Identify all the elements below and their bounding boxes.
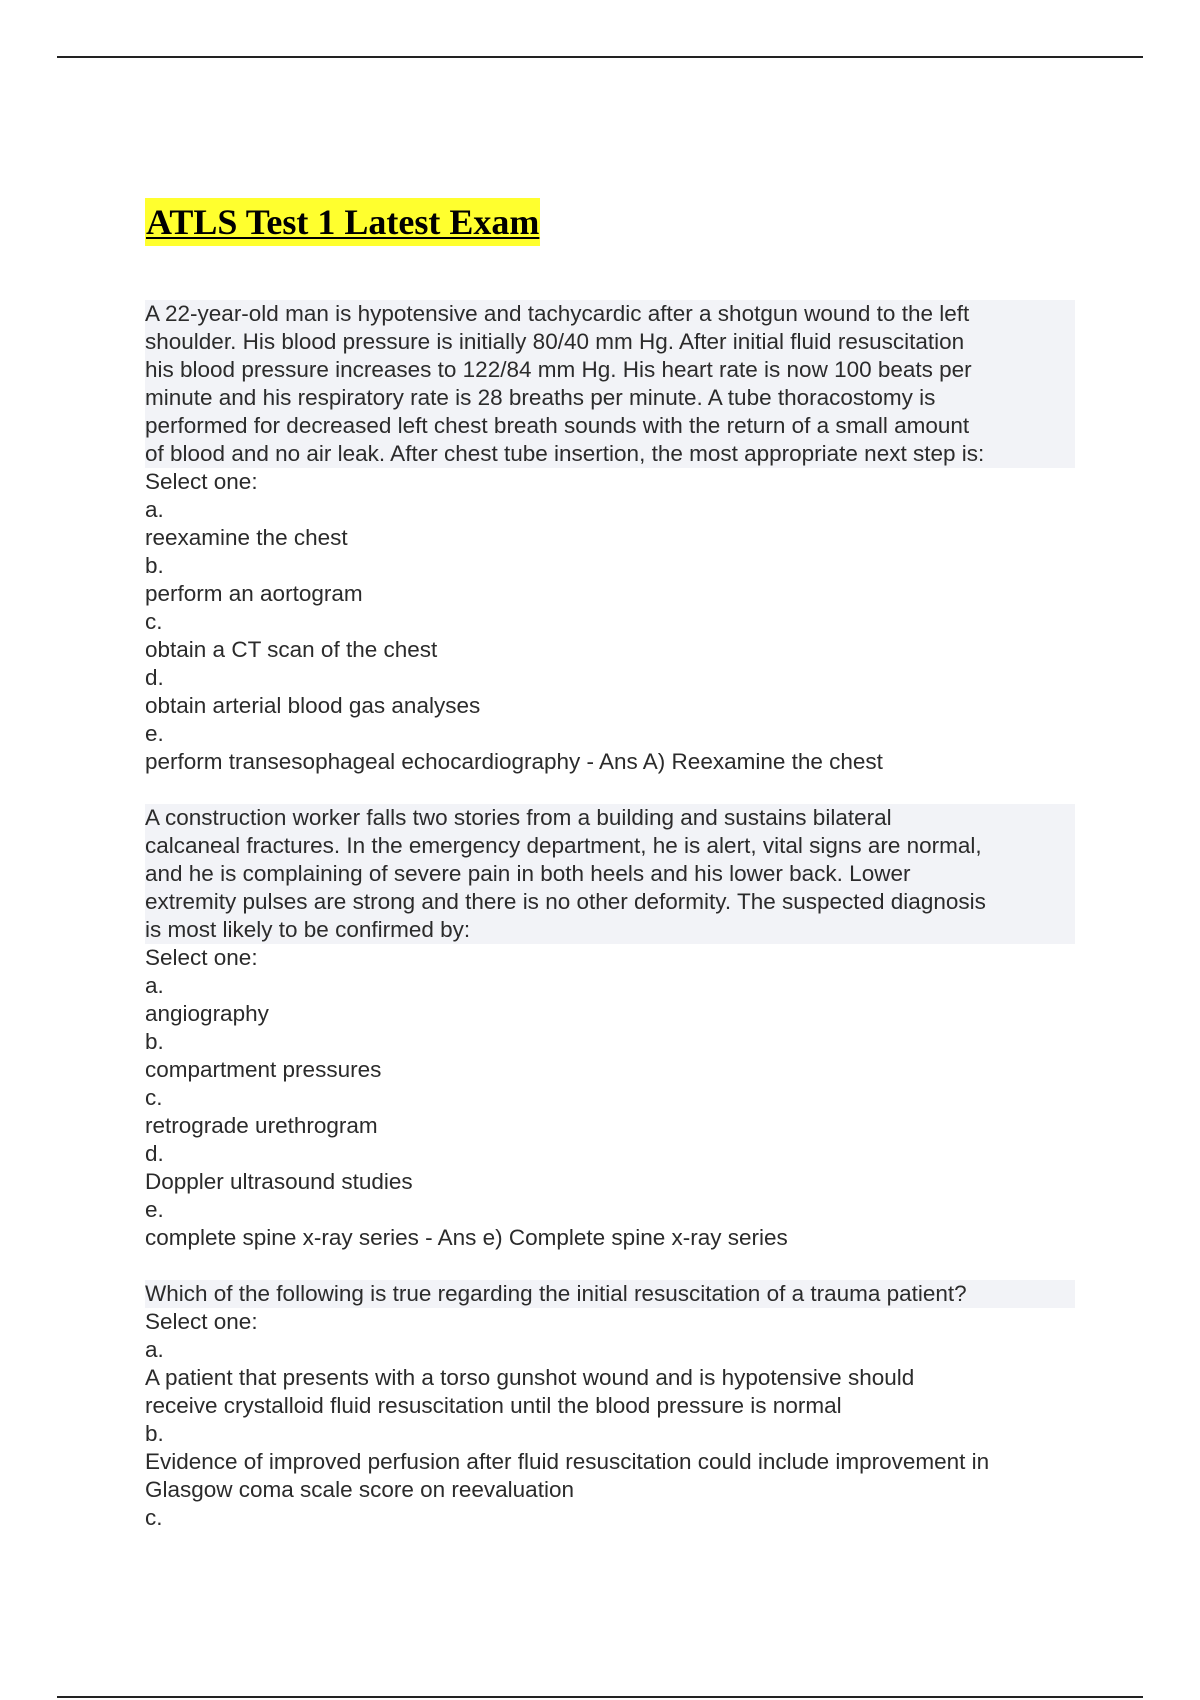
question-stem-line: calcaneal fractures. In the emergency department, he is alert, vital signs are normal, [145,832,1075,860]
option-letter: c. [145,1085,163,1110]
question-stem-line: Which of the following is true regarding the initial resuscitation of a trauma patient? [145,1280,1075,1308]
option-letter: b. [145,553,164,578]
option-letter: c. [145,1505,163,1530]
question-stem-line: of blood and no air leak. After chest tube insertion, the most appropriate next step is: [145,440,1075,468]
question-stem-line: performed for decreased left chest breath sounds with the return of a small amount [145,412,1075,440]
option-text: receive crystalloid fluid resuscitation until the blood pressure is normal [145,1393,842,1418]
option-letter: d. [145,1141,164,1166]
option-text-with-answer: complete spine x-ray series - Ans e) Complete spine x-ray series [145,1225,788,1250]
option-letter: d. [145,665,164,690]
option-letter: e. [145,1197,164,1222]
option-text: perform an aortogram [145,581,363,606]
question-stem-line: extremity pulses are strong and there is no other deformity. The suspected diagnosis [145,888,1075,916]
option-text: obtain arterial blood gas analyses [145,693,481,718]
option-letter: a. [145,1337,164,1362]
option-letter: a. [145,973,164,998]
question-stem-line: A construction worker falls two stories from a building and sustains bilateral [145,804,1075,832]
question-stem-line: minute and his respiratory rate is 28 breaths per minute. A tube thoracostomy is [145,384,1075,412]
option-text: Doppler ultrasound studies [145,1169,413,1194]
option-text: A patient that presents with a torso gunshot wound and is hypotensive should [145,1365,915,1390]
option-letter: b. [145,1421,164,1446]
option-text: Glasgow coma scale score on reevaluation [145,1477,574,1502]
option-text: compartment pressures [145,1057,382,1082]
question-stem-line: is most likely to be confirmed by: [145,916,1075,944]
footer-rule [57,1696,1143,1698]
document-title: ATLS Test 1 Latest Exam [145,198,540,246]
question-2 [145,804,1075,1252]
option-letter: e. [145,721,164,746]
question-stem-line: and he is complaining of severe pain in both heels and his lower back. Lower [145,860,1075,888]
option-text: reexamine the chest [145,525,348,550]
option-text: obtain a CT scan of the chest [145,637,438,662]
question-3 [145,1280,1075,1532]
option-text: angiography [145,1001,269,1026]
option-letter: a. [145,497,164,522]
option-text: Evidence of improved perfusion after fluid resuscitation could include improvement in [145,1449,990,1474]
select-one-prompt: Select one: [145,1309,258,1334]
option-text-with-answer: perform transesophageal echocardiography - Ans A) Reexamine the chest [145,749,883,774]
header-rule [57,56,1143,58]
option-text: retrograde urethrogram [145,1113,378,1138]
question-1 [145,300,1075,776]
question-stem-line: shoulder. His blood pressure is initially 80/40 mm Hg. After initial fluid resuscitation [145,328,1075,356]
document-body [145,300,1075,1560]
select-one-prompt: Select one: [145,945,258,970]
option-letter: b. [145,1029,164,1054]
question-stem-line: A 22-year-old man is hypotensive and tachycardic after a shotgun wound to the left [145,300,1075,328]
select-one-prompt: Select one: [145,469,258,494]
option-letter: c. [145,609,163,634]
question-stem-line: his blood pressure increases to 122/84 mm Hg. His heart rate is now 100 beats per [145,356,1075,384]
